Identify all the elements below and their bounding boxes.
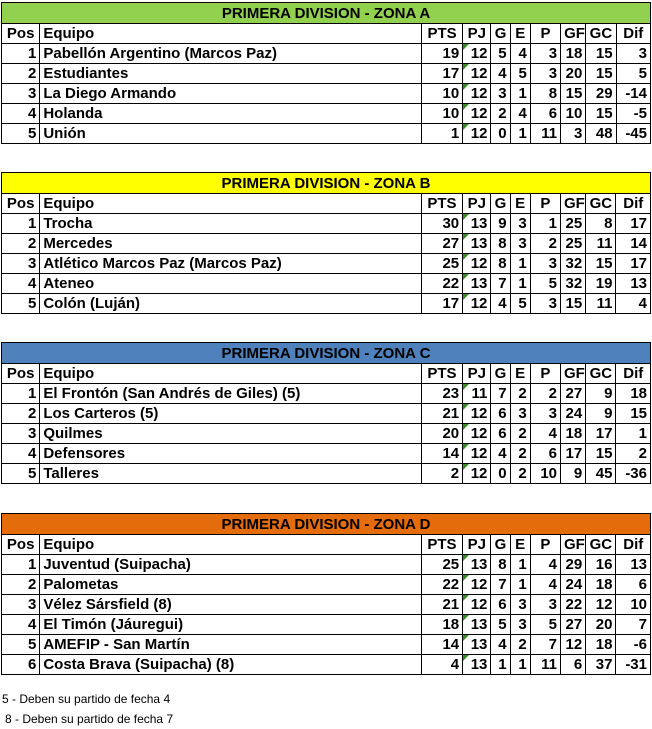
table-row — [2, 44, 651, 64]
cell-e: 1 — [510, 575, 530, 595]
column-header-equipo: Equipo — [40, 535, 421, 555]
cell-pos: 3 — [2, 84, 40, 104]
cell-dif: 4 — [616, 294, 651, 314]
cell-pos: 2 — [2, 64, 40, 84]
cell-equipo: Defensores — [40, 444, 421, 464]
cell-gf: 3 — [561, 124, 586, 144]
cell-g: 4 — [491, 444, 510, 464]
column-header-p: P — [530, 194, 560, 214]
column-header-pj: PJ — [463, 535, 491, 555]
column-header-e: E — [510, 24, 530, 44]
cell-equipo: Talleres — [40, 464, 421, 484]
cell-pts: 17 — [421, 64, 462, 84]
cell-e: 5 — [510, 294, 530, 314]
cell-equipo: Holanda — [40, 104, 422, 124]
table-row — [2, 575, 651, 595]
cell-e: 3 — [510, 595, 530, 615]
table-row — [2, 384, 651, 404]
column-header-pts: PTS — [421, 364, 462, 384]
cell-p: 4 — [530, 575, 560, 595]
cell-equipo: Los Carteros (5) — [40, 404, 421, 424]
cell-pos: 4 — [2, 104, 40, 124]
cell-pj: 12 — [463, 424, 491, 444]
cell-p: 3 — [530, 254, 560, 274]
cell-pos: 3 — [2, 424, 40, 444]
cell-e: 2 — [510, 444, 530, 464]
table-row — [2, 655, 651, 675]
cell-pos: 2 — [2, 404, 40, 424]
cell-gc: 15 — [586, 254, 616, 274]
cell-gc: 18 — [586, 575, 616, 595]
standings-table — [1, 172, 651, 314]
cell-equipo: Mercedes — [40, 234, 421, 254]
cell-pos: 4 — [2, 274, 40, 294]
cell-dif: 18 — [616, 384, 651, 404]
cell-equipo: El Frontón (San Andrés de Giles) (5) — [40, 384, 421, 404]
cell-equipo: AMEFIP - San Martín — [40, 635, 421, 655]
zone-b-table — [1, 172, 651, 314]
table-row — [2, 424, 651, 444]
cell-g: 2 — [491, 104, 510, 124]
cell-p: 3 — [530, 404, 560, 424]
cell-pj: 13 — [463, 214, 491, 234]
cell-g: 8 — [491, 254, 510, 274]
column-header-dif: Dif — [616, 194, 651, 214]
table-row — [2, 404, 651, 424]
column-header-pos: Pos — [2, 194, 40, 214]
cell-g: 7 — [491, 274, 510, 294]
column-header-pts: PTS — [421, 24, 462, 44]
cell-p: 3 — [530, 44, 560, 64]
cell-p: 5 — [530, 274, 560, 294]
cell-gf: 22 — [561, 595, 586, 615]
cell-e: 4 — [510, 44, 530, 64]
cell-g: 6 — [491, 595, 510, 615]
column-header-pts: PTS — [421, 194, 462, 214]
cell-pts: 18 — [421, 615, 462, 635]
cell-gf: 24 — [561, 404, 586, 424]
column-header-dif: Dif — [616, 24, 650, 44]
cell-gf: 10 — [561, 104, 586, 124]
cell-pts: 22 — [421, 575, 462, 595]
cell-e: 1 — [510, 84, 530, 104]
zone-title: PRIMERA DIVISION - ZONA B — [2, 173, 651, 194]
cell-e: 2 — [510, 464, 530, 484]
cell-dif: 17 — [616, 214, 651, 234]
table-row — [2, 595, 651, 615]
cell-gc: 9 — [586, 384, 616, 404]
cell-pj: 13 — [463, 274, 491, 294]
cell-pos: 2 — [2, 234, 40, 254]
column-header-gf: GF — [561, 24, 586, 44]
cell-gc: 15 — [586, 104, 616, 124]
cell-gc: 15 — [586, 444, 616, 464]
cell-equipo: Pabellón Argentino (Marcos Paz) — [40, 44, 422, 64]
cell-g: 6 — [491, 424, 510, 444]
cell-gc: 11 — [586, 294, 616, 314]
cell-pts: 21 — [421, 595, 462, 615]
cell-gf: 24 — [561, 575, 586, 595]
cell-gc: 19 — [586, 274, 616, 294]
cell-e: 4 — [510, 104, 530, 124]
cell-gc: 9 — [586, 404, 616, 424]
cell-p: 3 — [530, 64, 560, 84]
cell-dif: 6 — [616, 575, 651, 595]
cell-pts: 23 — [421, 384, 462, 404]
cell-pts: 10 — [421, 84, 462, 104]
cell-pts: 20 — [421, 424, 462, 444]
cell-p: 11 — [530, 655, 560, 675]
cell-gc: 12 — [586, 595, 616, 615]
cell-p: 6 — [530, 444, 560, 464]
cell-equipo: Atlético Marcos Paz (Marcos Paz) — [40, 254, 421, 274]
zone-c-table — [1, 342, 651, 484]
cell-pos: 1 — [2, 44, 40, 64]
cell-pj: 11 — [463, 384, 491, 404]
table-row — [2, 214, 651, 234]
cell-pts: 17 — [421, 294, 462, 314]
cell-pj: 12 — [463, 575, 491, 595]
cell-pos: 3 — [2, 254, 40, 274]
cell-g: 5 — [491, 44, 510, 64]
cell-dif: 5 — [616, 64, 650, 84]
column-header-p: P — [530, 364, 560, 384]
cell-pos: 5 — [2, 635, 40, 655]
footnote-2: 8 - Deben su partido de fecha 7 — [5, 712, 174, 726]
standings-table — [1, 342, 651, 484]
cell-pj: 12 — [463, 254, 491, 274]
cell-dif: -36 — [616, 464, 651, 484]
column-header-pos: Pos — [2, 24, 40, 44]
cell-gc: 8 — [586, 214, 616, 234]
table-row — [2, 274, 651, 294]
cell-pj: 13 — [463, 655, 491, 675]
cell-g: 0 — [491, 464, 510, 484]
column-header-gc: GC — [586, 194, 616, 214]
cell-pos: 3 — [2, 595, 40, 615]
cell-p: 1 — [530, 214, 560, 234]
cell-gc: 29 — [586, 84, 616, 104]
cell-gc: 20 — [586, 615, 616, 635]
cell-dif: 13 — [616, 274, 651, 294]
table-row — [2, 555, 651, 575]
cell-pos: 1 — [2, 384, 40, 404]
cell-equipo: El Timón (Jáuregui) — [40, 615, 421, 635]
column-header-gc: GC — [586, 535, 616, 555]
cell-gc: 15 — [586, 64, 616, 84]
cell-pos: 5 — [2, 294, 40, 314]
column-header-pts: PTS — [421, 535, 462, 555]
cell-e: 2 — [510, 384, 530, 404]
column-header-gc: GC — [586, 364, 616, 384]
cell-gf: 18 — [561, 44, 586, 64]
column-header-pj: PJ — [463, 24, 491, 44]
cell-e: 2 — [510, 424, 530, 444]
column-header-g: G — [491, 24, 510, 44]
cell-p: 2 — [530, 384, 560, 404]
cell-e: 2 — [510, 635, 530, 655]
zone-a-table — [1, 2, 651, 144]
cell-pts: 4 — [421, 655, 462, 675]
cell-dif: 7 — [616, 615, 651, 635]
zone-title: PRIMERA DIVISION - ZONA D — [2, 514, 651, 535]
cell-pos: 5 — [2, 464, 40, 484]
cell-pos: 2 — [2, 575, 40, 595]
zone-title: PRIMERA DIVISION - ZONA C — [2, 343, 651, 364]
cell-pts: 27 — [421, 234, 462, 254]
cell-gc: 16 — [586, 555, 616, 575]
cell-p: 2 — [530, 234, 560, 254]
cell-p: 8 — [530, 84, 560, 104]
cell-pts: 22 — [421, 274, 462, 294]
cell-equipo: Estudiantes — [40, 64, 422, 84]
column-header-dif: Dif — [616, 535, 651, 555]
cell-pj: 12 — [463, 64, 491, 84]
cell-g: 3 — [491, 84, 510, 104]
column-header-gc: GC — [586, 24, 616, 44]
column-header-pj: PJ — [463, 194, 491, 214]
cell-dif: -45 — [616, 124, 650, 144]
table-row — [2, 234, 651, 254]
cell-pts: 14 — [421, 635, 462, 655]
cell-gc: 17 — [586, 424, 616, 444]
cell-pj: 12 — [463, 294, 491, 314]
cell-g: 0 — [491, 124, 510, 144]
cell-g: 8 — [491, 234, 510, 254]
cell-pos: 1 — [2, 555, 40, 575]
column-header-e: E — [510, 535, 530, 555]
table-row — [2, 294, 651, 314]
cell-gf: 25 — [561, 214, 586, 234]
cell-equipo: La Diego Armando — [40, 84, 422, 104]
column-header-p: P — [530, 24, 560, 44]
cell-g: 5 — [491, 615, 510, 635]
cell-gc: 48 — [586, 124, 616, 144]
table-row — [2, 615, 651, 635]
table-row — [2, 64, 651, 84]
cell-pj: 13 — [463, 635, 491, 655]
table-row — [2, 104, 651, 124]
column-header-gf: GF — [561, 364, 586, 384]
cell-pts: 25 — [421, 254, 462, 274]
column-header-pos: Pos — [2, 535, 40, 555]
standings-table — [1, 2, 651, 144]
column-header-g: G — [491, 364, 510, 384]
cell-gf: 12 — [561, 635, 586, 655]
cell-pts: 14 — [421, 444, 462, 464]
column-header-g: G — [491, 194, 510, 214]
cell-pts: 2 — [421, 464, 462, 484]
zone-title: PRIMERA DIVISION - ZONA A — [2, 3, 651, 24]
column-header-p: P — [530, 535, 560, 555]
column-header-gf: GF — [561, 535, 586, 555]
cell-dif: 1 — [616, 424, 651, 444]
cell-equipo: Colón (Luján) — [40, 294, 421, 314]
cell-gc: 15 — [586, 44, 616, 64]
cell-gf: 18 — [561, 424, 586, 444]
cell-gf: 25 — [561, 234, 586, 254]
cell-pj: 13 — [463, 234, 491, 254]
cell-gc: 45 — [586, 464, 616, 484]
cell-gf: 17 — [561, 444, 586, 464]
cell-e: 3 — [510, 214, 530, 234]
cell-pj: 12 — [463, 464, 491, 484]
cell-e: 5 — [510, 64, 530, 84]
column-header-e: E — [510, 364, 530, 384]
cell-pts: 10 — [421, 104, 462, 124]
column-header-pos: Pos — [2, 364, 40, 384]
cell-pts: 30 — [421, 214, 462, 234]
column-header-g: G — [491, 535, 510, 555]
cell-gf: 27 — [561, 384, 586, 404]
cell-pj: 12 — [463, 595, 491, 615]
cell-pj: 12 — [463, 404, 491, 424]
cell-pj: 13 — [463, 615, 491, 635]
cell-p: 5 — [530, 615, 560, 635]
cell-g: 4 — [491, 635, 510, 655]
cell-e: 1 — [510, 555, 530, 575]
cell-e: 3 — [510, 404, 530, 424]
cell-g: 1 — [491, 655, 510, 675]
cell-e: 1 — [510, 254, 530, 274]
cell-g: 9 — [491, 214, 510, 234]
cell-pj: 12 — [463, 84, 491, 104]
cell-equipo: Trocha — [40, 214, 421, 234]
column-header-equipo: Equipo — [40, 24, 422, 44]
table-row — [2, 444, 651, 464]
cell-dif: 2 — [616, 444, 651, 464]
cell-g: 8 — [491, 555, 510, 575]
cell-equipo: Costa Brava (Suipacha) (8) — [40, 655, 421, 675]
cell-p: 11 — [530, 124, 560, 144]
table-row — [2, 124, 651, 144]
column-header-equipo: Equipo — [40, 194, 421, 214]
cell-equipo: Unión — [40, 124, 422, 144]
cell-gf: 15 — [561, 294, 586, 314]
cell-pts: 19 — [421, 44, 462, 64]
table-row — [2, 464, 651, 484]
column-header-dif: Dif — [616, 364, 651, 384]
cell-e: 3 — [510, 234, 530, 254]
cell-gc: 37 — [586, 655, 616, 675]
cell-gf: 6 — [561, 655, 586, 675]
table-row — [2, 84, 651, 104]
cell-equipo: Palometas — [40, 575, 421, 595]
cell-e: 1 — [510, 124, 530, 144]
cell-gf: 32 — [561, 274, 586, 294]
cell-pts: 21 — [421, 404, 462, 424]
cell-p: 7 — [530, 635, 560, 655]
cell-e: 1 — [510, 655, 530, 675]
cell-equipo: Ateneo — [40, 274, 421, 294]
standings-table — [1, 513, 651, 675]
cell-p: 4 — [530, 424, 560, 444]
cell-g: 6 — [491, 404, 510, 424]
column-header-gf: GF — [561, 194, 586, 214]
cell-pj: 12 — [463, 444, 491, 464]
cell-p: 3 — [530, 294, 560, 314]
cell-pos: 4 — [2, 444, 40, 464]
cell-g: 4 — [491, 64, 510, 84]
cell-gf: 27 — [561, 615, 586, 635]
cell-dif: 17 — [616, 254, 651, 274]
cell-gf: 9 — [561, 464, 586, 484]
cell-equipo: Vélez Sársfield (8) — [40, 595, 421, 615]
cell-gf: 29 — [561, 555, 586, 575]
cell-equipo: Quilmes — [40, 424, 421, 444]
cell-dif: -31 — [616, 655, 651, 675]
table-row — [2, 254, 651, 274]
cell-dif: -6 — [616, 635, 651, 655]
cell-dif: 13 — [616, 555, 651, 575]
cell-pts: 25 — [421, 555, 462, 575]
cell-gc: 18 — [586, 635, 616, 655]
cell-equipo: Juventud (Suipacha) — [40, 555, 421, 575]
column-header-equipo: Equipo — [40, 364, 421, 384]
column-header-e: E — [510, 194, 530, 214]
cell-p: 6 — [530, 104, 560, 124]
cell-dif: 3 — [616, 44, 650, 64]
cell-dif: 15 — [616, 404, 651, 424]
cell-p: 4 — [530, 555, 560, 575]
cell-gf: 20 — [561, 64, 586, 84]
cell-g: 7 — [491, 384, 510, 404]
cell-pj: 13 — [463, 555, 491, 575]
table-row — [2, 635, 651, 655]
cell-g: 7 — [491, 575, 510, 595]
cell-p: 10 — [530, 464, 560, 484]
cell-pos: 5 — [2, 124, 40, 144]
zone-d-table — [1, 513, 651, 675]
cell-dif: -14 — [616, 84, 650, 104]
cell-dif: -5 — [616, 104, 650, 124]
cell-pj: 12 — [463, 44, 491, 64]
cell-pos: 4 — [2, 615, 40, 635]
cell-gf: 15 — [561, 84, 586, 104]
cell-dif: 14 — [616, 234, 651, 254]
cell-pts: 1 — [421, 124, 462, 144]
footnote-1: 5 - Deben su partido de fecha 4 — [2, 692, 171, 706]
cell-e: 3 — [510, 615, 530, 635]
cell-gc: 11 — [586, 234, 616, 254]
column-header-pj: PJ — [463, 364, 491, 384]
cell-gf: 32 — [561, 254, 586, 274]
cell-pj: 12 — [463, 124, 491, 144]
cell-e: 1 — [510, 274, 530, 294]
cell-pos: 1 — [2, 214, 40, 234]
cell-pj: 12 — [463, 104, 491, 124]
cell-pos: 6 — [2, 655, 40, 675]
cell-p: 3 — [530, 595, 560, 615]
cell-dif: 10 — [616, 595, 651, 615]
cell-g: 4 — [491, 294, 510, 314]
